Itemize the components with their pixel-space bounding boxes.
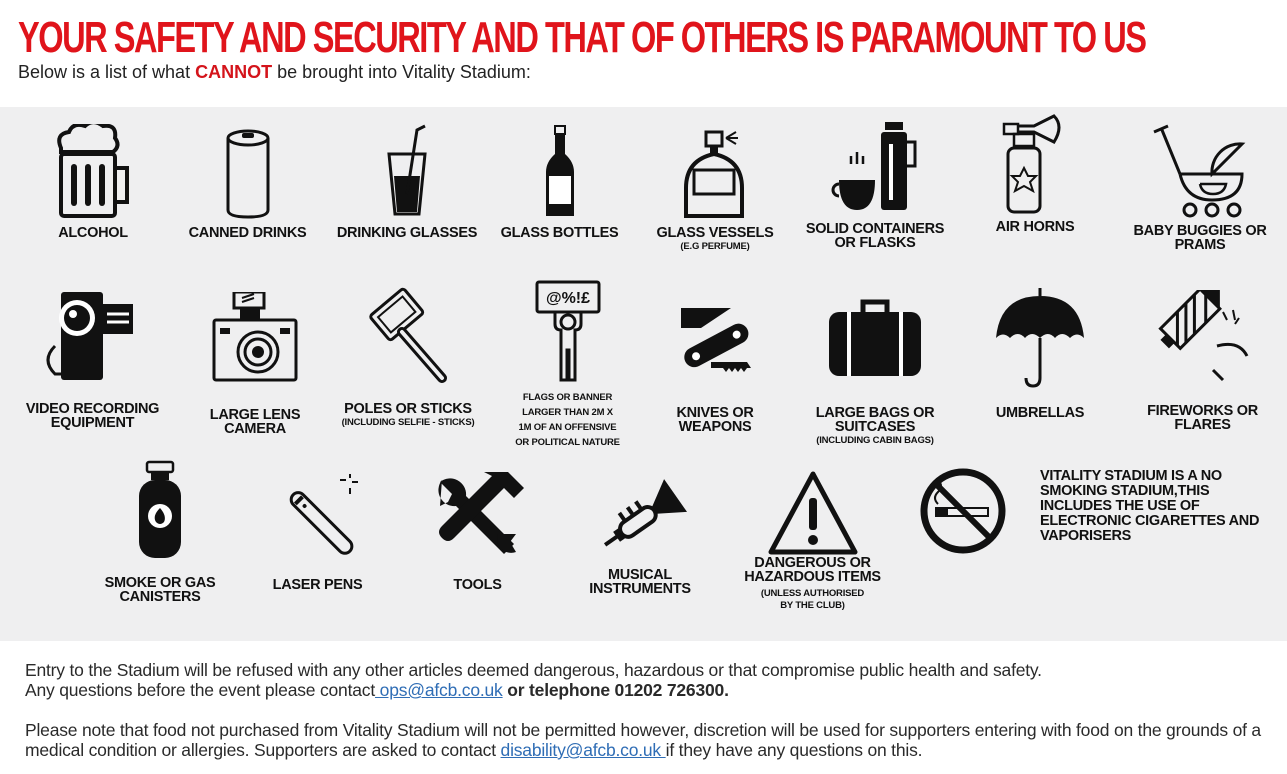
label-video-recording: VIDEO RECORDING EQUIPMENT (25, 401, 160, 431)
trumpet-icon (590, 468, 690, 560)
flags-line-2: LARGER THAN 2M X (522, 407, 613, 418)
label-alcohol: ALCOHOL (58, 225, 128, 241)
label-knives-weapons: KNIVES OR WEAPONS (676, 405, 754, 435)
perfume-icon (680, 124, 750, 220)
tools-icon (428, 472, 528, 560)
label-large-bags: LARGE BAGS OR SUITCASES (815, 405, 935, 435)
item-glass-vessels (645, 124, 785, 252)
can-icon (218, 124, 278, 220)
item-air-horns (970, 114, 1100, 234)
selfie-stick-icon (358, 286, 458, 386)
item-baby-buggies (1120, 124, 1280, 252)
footer-paragraph-2 (25, 720, 1287, 760)
footer-para2-before: Please note that food not purchased from Vitality Stadium will not be permitted however, discretion will be used for supporters entering with food on the grounds of a medical condition or allergies. Supporters are asked to contact (25, 720, 1261, 760)
sub-glass-vessels: (E.G PERFUME) (680, 241, 750, 252)
flags-caption (500, 390, 635, 450)
pram-icon (1150, 124, 1250, 220)
item-large-bags (800, 298, 950, 446)
label-drinking-glasses: DRINKING GLASSES (336, 225, 478, 241)
gas-canister-icon (135, 460, 185, 564)
label-poles-sticks: POLES OR STICKS (344, 401, 472, 417)
page-headline: YOUR SAFETY AND SECURITY AND THAT OF OTHERS IS PARAMOUNT TO US (18, 13, 1146, 62)
umbrella-icon (994, 288, 1086, 388)
label-tools: TOOLS (453, 577, 502, 593)
item-solid-containers (800, 120, 950, 250)
item-poles-sticks (333, 286, 483, 428)
label-musical-instruments: MUSICAL INSTRUMENTS (589, 567, 691, 597)
item-umbrellas (985, 288, 1095, 420)
intro-text (18, 62, 531, 83)
footer-para2-after: if they have any questions on this. (665, 740, 923, 760)
item-video-recording (15, 292, 170, 430)
protest-sign-icon (533, 280, 603, 384)
flags-line-4: OR POLITICAL NATURE (515, 437, 620, 448)
item-dangerous-items (735, 468, 890, 611)
label-large-lens-camera: LARGE LENS CAMERA (209, 407, 301, 437)
item-knives-weapons (655, 300, 775, 434)
pocket-knife-icon (675, 300, 755, 380)
intro-before: Below is a list of what (18, 62, 196, 82)
sub-poles-sticks: (INCLUDING SELFIE - STICKS) (341, 417, 475, 428)
warning-icon (765, 468, 861, 556)
flask-icon (825, 120, 925, 220)
beer-mug-icon (53, 124, 133, 220)
item-fireworks (1130, 290, 1275, 432)
video-camera-icon (43, 292, 143, 384)
item-smoke-gas (95, 460, 225, 604)
item-flags-banner (500, 280, 635, 450)
firework-icon (1153, 290, 1253, 386)
flags-line-3: 1M OF AN OFFENSIVE (518, 422, 617, 433)
label-fireworks: FIREWORKS OR FLARES (1147, 403, 1258, 433)
disability-email-link[interactable]: disability@afcb.co.uk (500, 740, 666, 760)
ops-email-link[interactable]: ops@afcb.co.uk (375, 680, 503, 700)
label-laser-pens: LASER PENS (272, 577, 363, 593)
label-dangerous-items: DANGEROUS OR HAZARDOUS ITEMS (744, 555, 881, 585)
label-solid-containers: SOLID CONTAINERS OR FLASKS (805, 221, 945, 251)
footer-line-2 (25, 680, 1287, 700)
suitcase-icon (827, 298, 923, 378)
sign-text: @%!£ (545, 290, 590, 307)
label-glass-bottles: GLASS BOTTLES (500, 225, 619, 241)
item-no-smoking (918, 466, 1008, 556)
sub-dangerous-1: (UNLESS AUTHORISED (760, 588, 865, 599)
item-laser-pens (255, 468, 380, 592)
item-glass-bottles (492, 124, 627, 240)
sub-dangerous-2: BY THE CLUB) (780, 600, 845, 611)
item-musical-instruments (575, 468, 705, 596)
item-drinking-glasses (332, 124, 482, 240)
glass-with-straw-icon (377, 124, 437, 220)
item-canned-drinks (180, 124, 315, 240)
footer-line-1: Entry to the Stadium will be refused with any other articles deemed dangerous, hazardous or that compromise public health and safety. (25, 660, 1042, 680)
no-smoking-notice: VITALITY STADIUM IS A NO SMOKING STADIUM,THIS INCLUDES THE USE OF ELECTRONIC CIGARETTES AND VAPORISERS (1040, 468, 1260, 544)
intro-after: be brought into Vitality Stadium: (272, 62, 531, 82)
camera-icon (210, 292, 300, 384)
sub-large-bags: (INCLUDING CABIN BAGS) (816, 435, 934, 446)
item-alcohol (18, 124, 168, 240)
item-tools (420, 472, 535, 592)
item-large-lens-camera (185, 292, 325, 436)
no-smoking-icon (918, 466, 1008, 556)
label-canned-drinks: CANNED DRINKS (188, 225, 307, 241)
air-horn-icon (1000, 114, 1070, 218)
intro-emphasis: CANNOT (195, 62, 273, 82)
laser-pen-icon (268, 468, 368, 560)
label-baby-buggies: BABY BUGGIES OR PRAMS (1133, 223, 1267, 253)
label-glass-vessels: GLASS VESSELS (656, 225, 774, 241)
flags-line-1: FLAGS OR BANNER (522, 392, 613, 403)
footer-line-2-after: or telephone 01202 726300. (502, 680, 729, 700)
label-air-horns: AIR HORNS (995, 219, 1075, 235)
label-smoke-gas: SMOKE OR GAS CANISTERS (104, 575, 216, 605)
footer-line-2-before: Any questions before the event please contact (25, 680, 375, 700)
bottle-icon (540, 124, 580, 220)
label-umbrellas: UMBRELLAS (995, 405, 1085, 421)
